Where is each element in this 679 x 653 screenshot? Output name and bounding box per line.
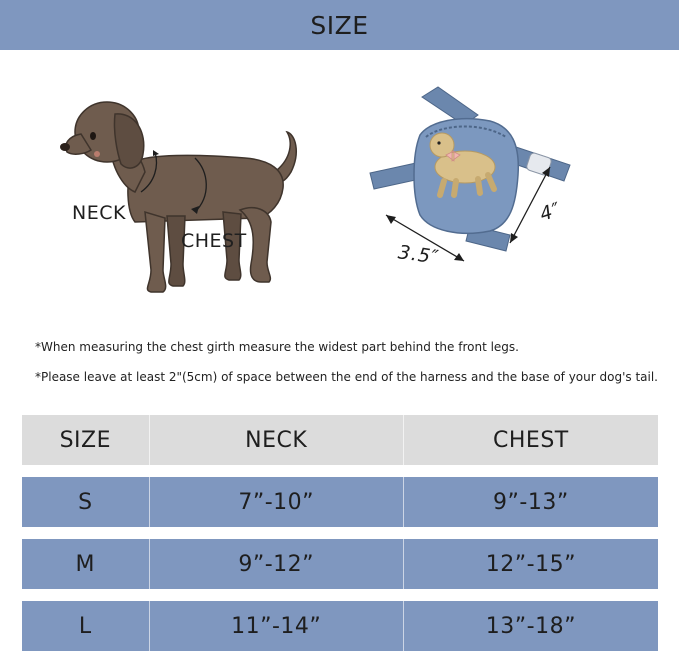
chest-measure-note: *When measuring the chest girth measure the widest part behind the front legs. xyxy=(35,340,519,354)
table-row xyxy=(22,477,658,527)
bag-height-label: 4″ xyxy=(537,198,565,226)
row-chest: 9”-13” xyxy=(403,477,658,527)
table-row xyxy=(22,539,658,589)
row-neck: 7”-10” xyxy=(149,477,403,527)
row-size: M xyxy=(75,551,96,577)
table-header xyxy=(22,415,658,465)
table-row xyxy=(22,601,658,651)
size-banner xyxy=(0,0,679,50)
harness-bag-illustration xyxy=(360,85,590,280)
neck-label: NECK xyxy=(72,202,126,224)
row-chest: 12”-15” xyxy=(403,539,658,589)
dog-illustration xyxy=(55,92,305,302)
row-size: S xyxy=(78,489,93,515)
banner-title: SIZE xyxy=(310,10,369,40)
header-neck: NECK xyxy=(149,415,403,465)
header-chest: CHEST xyxy=(403,415,658,465)
row-chest: 13”-18” xyxy=(403,601,658,651)
row-neck: 11”-14” xyxy=(149,601,403,651)
row-neck: 9”-12” xyxy=(149,539,403,589)
space-note: *Please leave at least 2"(5cm) of space between the end of the harness and the base of your dog's tail. xyxy=(35,370,658,384)
chest-label: CHEST xyxy=(181,230,247,252)
header-size: SIZE xyxy=(59,427,112,453)
bag-width-label: 3.5″ xyxy=(396,241,441,269)
row-size: L xyxy=(78,613,92,639)
